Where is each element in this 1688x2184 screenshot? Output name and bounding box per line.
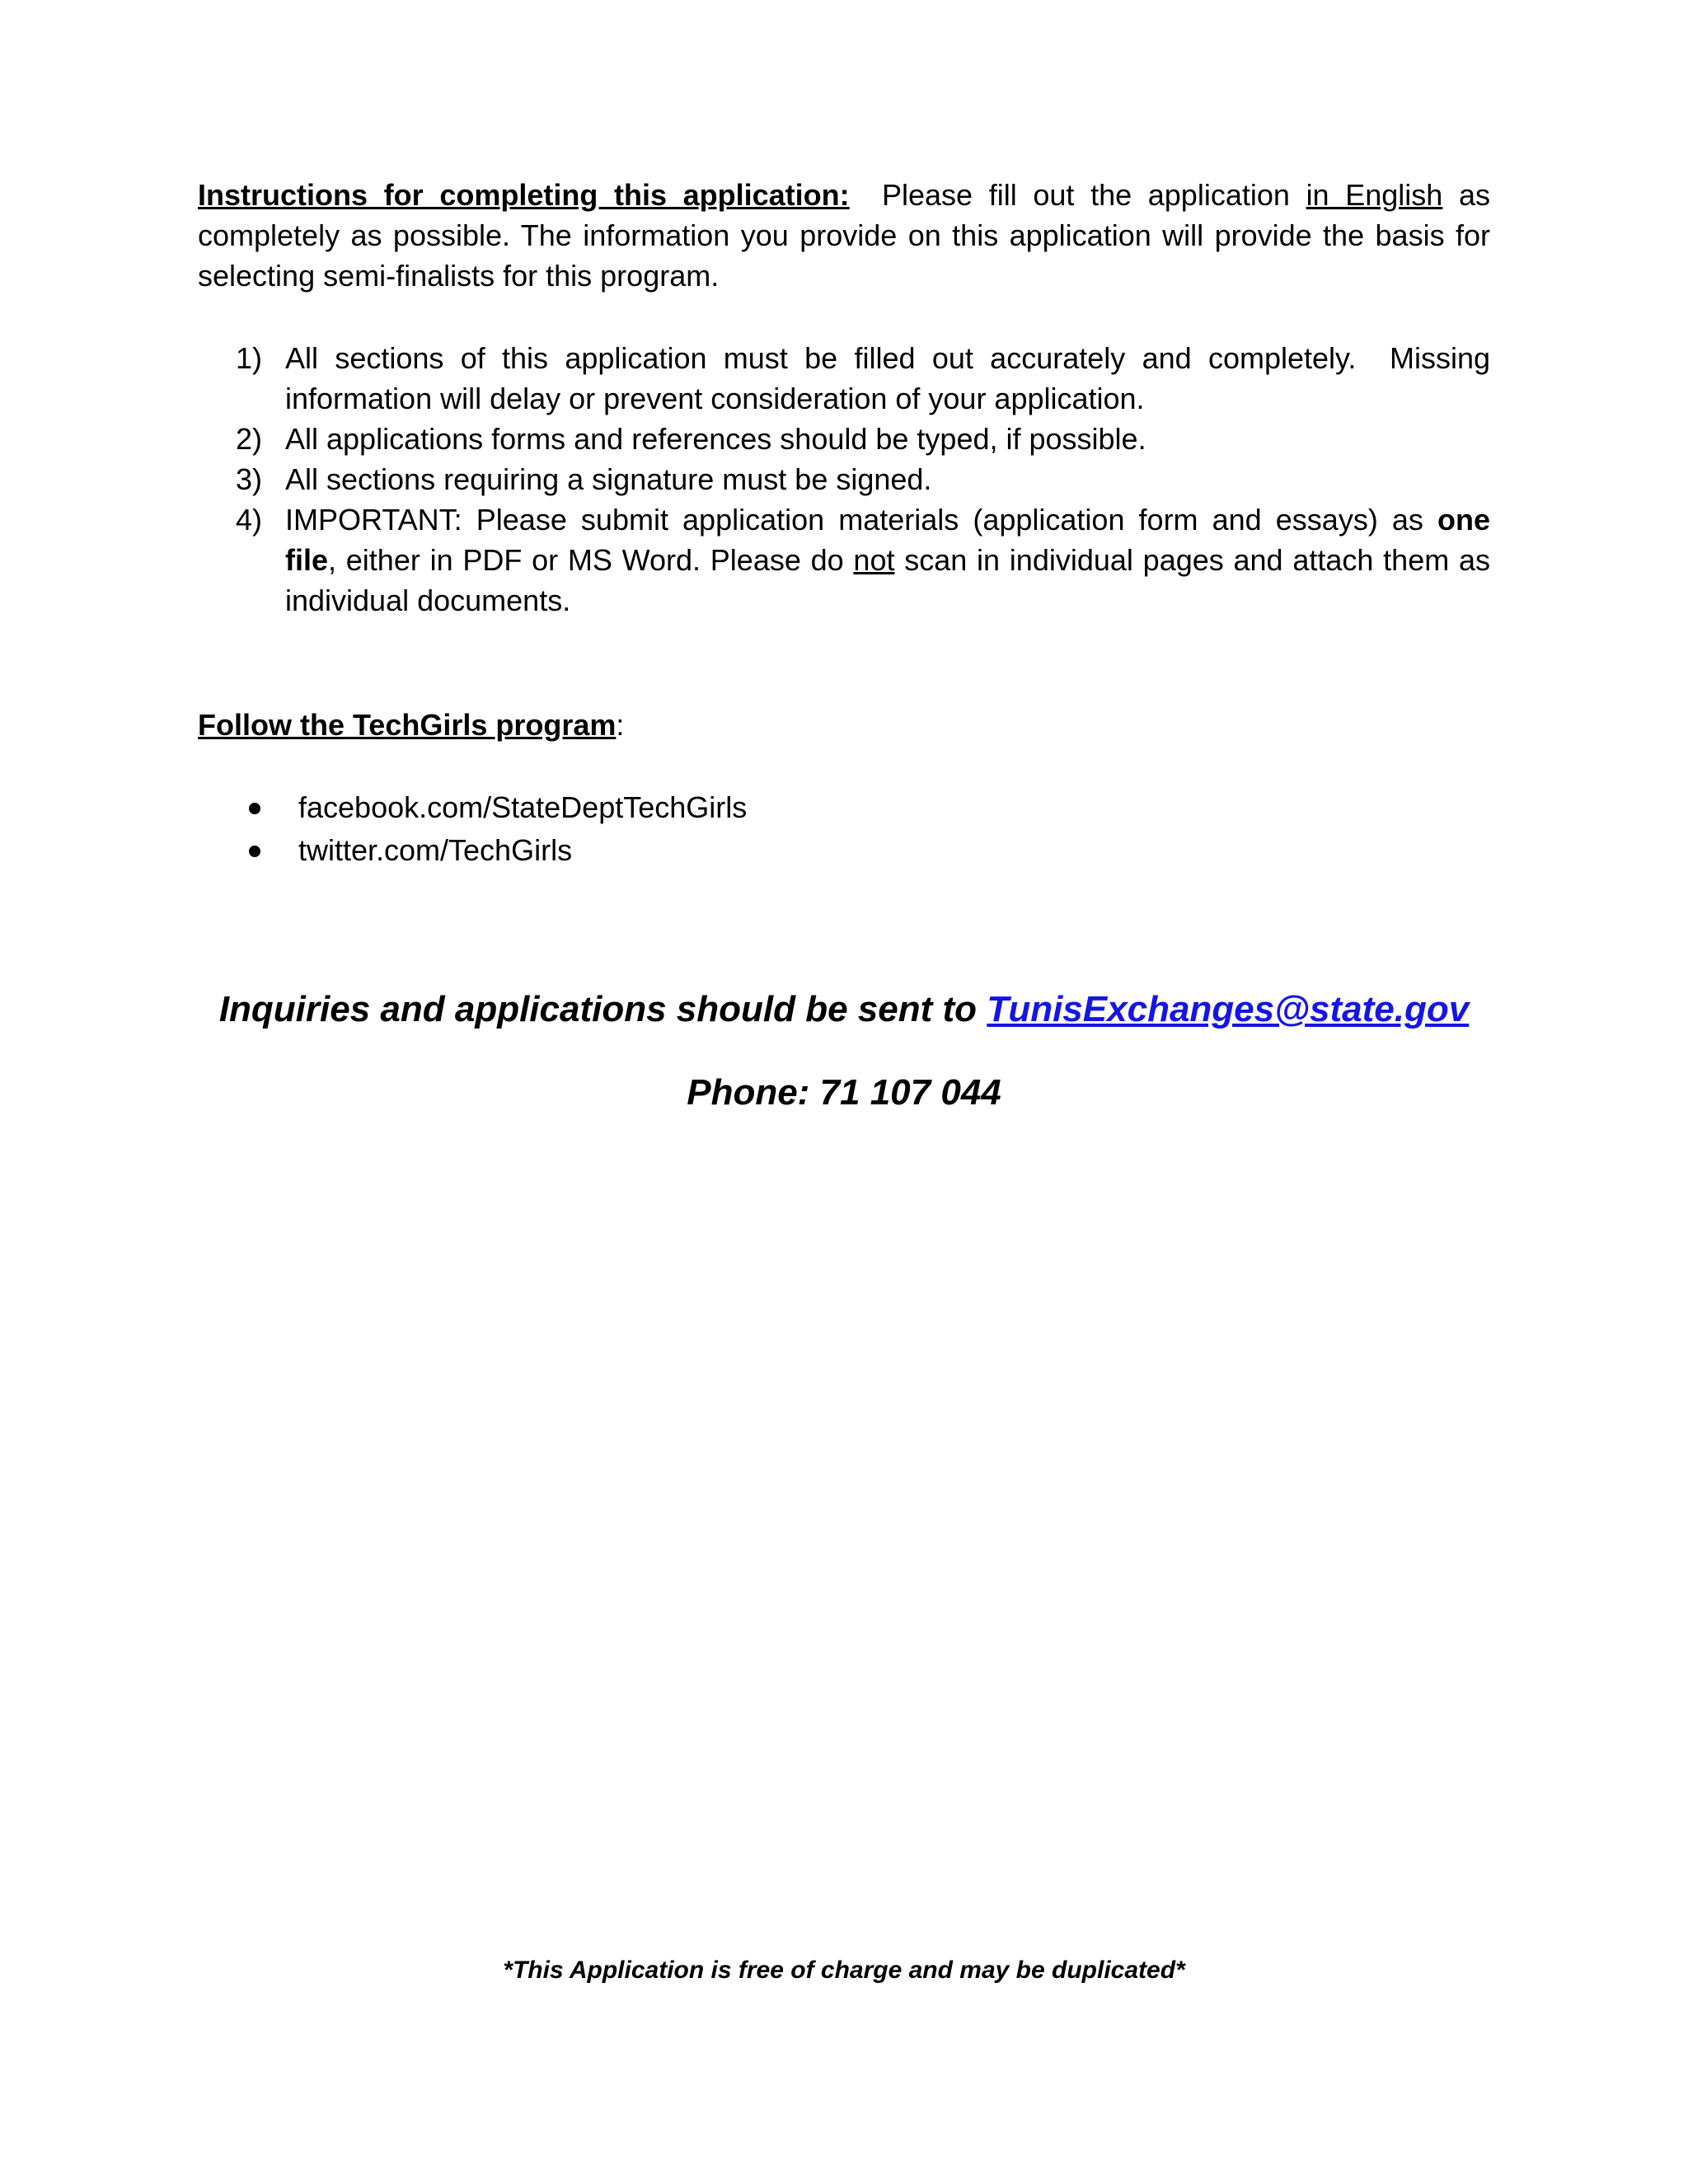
list-item bbox=[198, 829, 747, 872]
instructions-text-2: as completely as possible. The information you provide on this application will provide the basis for selecting semi-finalists for this program. bbox=[198, 178, 1490, 293]
step-number: 1) bbox=[236, 341, 263, 375]
step-number: 3) bbox=[236, 462, 263, 496]
instructions-text-1: Please fill out the application bbox=[849, 178, 1306, 212]
not-underline: not bbox=[853, 543, 895, 577]
instructions-heading: Instructions for completing this application: bbox=[198, 178, 850, 212]
list-item bbox=[198, 786, 747, 829]
footer-note: *This Application is free of charge and may be duplicated* bbox=[503, 1957, 1185, 1984]
step-item bbox=[198, 459, 1490, 499]
step-text-part3: scan in individual pages and attach them as individual documents. bbox=[285, 543, 1490, 617]
step-text-part2: , either in PDF or MS Word. Please do bbox=[328, 543, 854, 577]
step-item bbox=[198, 499, 1490, 621]
inquiries-text: Inquiries and applications should be sent to bbox=[218, 989, 987, 1029]
step-text: All applications forms and references should be typed, if possible. bbox=[285, 422, 1146, 456]
follow-colon: : bbox=[616, 708, 625, 742]
step-text: All sections of this application must be filled out accurately and completely. Missing information will delay or prevent consideration of your application. bbox=[285, 341, 1499, 415]
phone-number: Phone: 71 107 044 bbox=[687, 1072, 1001, 1113]
twitter-link: twitter.com/TechGirls bbox=[298, 833, 573, 867]
facebook-link: facebook.com/StateDeptTechGirls bbox=[298, 790, 748, 824]
follow-heading: Follow the TechGirls program bbox=[198, 708, 617, 742]
step-number: 2) bbox=[236, 422, 263, 456]
step-item bbox=[198, 338, 1499, 419]
email-link[interactable]: TunisExchanges@state.gov bbox=[987, 989, 1470, 1029]
inquiries-line bbox=[0, 987, 1688, 1033]
bullet-icon bbox=[249, 803, 260, 814]
instructions-paragraph bbox=[198, 175, 1490, 296]
step-text: All sections requiring a signature must be signed. bbox=[285, 462, 932, 496]
step-text-part1: IMPORTANT: Please submit application materials (application form and essays) as bbox=[285, 503, 1437, 537]
instruction-steps bbox=[198, 338, 1499, 621]
bullet-icon bbox=[249, 846, 260, 857]
step-number: 4) bbox=[236, 503, 263, 537]
social-links-list bbox=[198, 786, 747, 872]
one-file-bold: one file bbox=[285, 503, 1490, 577]
english-underline: in English bbox=[1306, 178, 1443, 212]
follow-section-heading bbox=[198, 705, 624, 745]
step-item bbox=[198, 419, 1490, 459]
